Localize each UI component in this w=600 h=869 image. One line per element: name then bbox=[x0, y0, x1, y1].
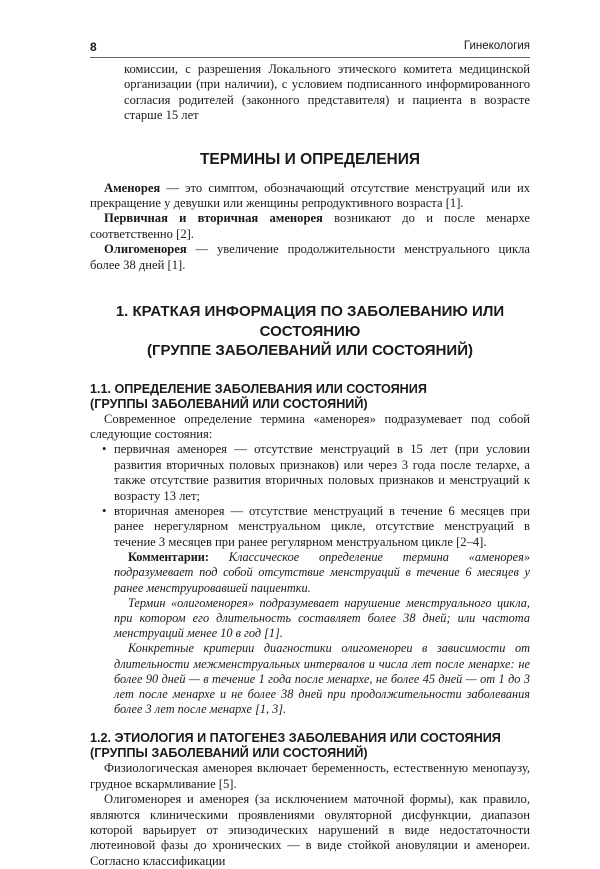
term-definition: возникают до и после менархе соответственно [2]. bbox=[90, 211, 530, 241]
comment-paragraph bbox=[114, 550, 530, 596]
term-definition: — увеличение продолжительности менструального цикла более 38 дней [1]. bbox=[90, 242, 530, 272]
comments-block bbox=[90, 550, 530, 717]
section-1-2-paragraph: Физиологическая аменорея включает беременность, естественную менопаузу, грудное вскармливание [5]. bbox=[90, 761, 530, 791]
comment-paragraph: Термин «олигоменорея» подразумевает нарушение менструального цикла, при котором его длительность составляет более 38 дней; или частота менструаций менее 10 в год [1]. bbox=[114, 595, 530, 641]
definition-list bbox=[90, 442, 530, 550]
list-item-text: вторичная аменорея — отсутствие менструаций в течение 6 месяцев при ранее нерегулярном менструальном цикле, отсутствие менструаций в течение 3 месяцев при ранее регулярном менструальном цикле [2–4]. bbox=[114, 504, 530, 549]
term-label: Олигоменорея bbox=[104, 242, 187, 257]
header-rule bbox=[90, 57, 530, 58]
list-item-text: первичная аменорея — отсутствие менструаций в 15 лет (при условии развития вторичных половых признаков) или через 3 года после телархе, а также отсутствие развития вторичных половых признаков и менструаций к возрасту 13 лет; bbox=[114, 442, 530, 503]
page-body bbox=[90, 62, 530, 869]
chapter-1-title bbox=[90, 302, 530, 361]
list-item bbox=[90, 504, 530, 550]
bullet-icon: • bbox=[102, 504, 107, 518]
terms-title: ТЕРМИНЫ И ОПРЕДЕЛЕНИЯ bbox=[199, 150, 421, 168]
page-number: 8 bbox=[90, 40, 97, 54]
running-head: Гинекология bbox=[463, 40, 530, 52]
comment-paragraph: Конкретные критерии диагностики олигоменореи в зависимости от длительности межменструальных интервалов и числа лет после менархе: не более 90 дней — в течение 1 года после менархе, не более 45 дней — от 1 до 3 лет после менархе и не более 38 дней при продолжительности заболевания более 3 лет после менархе [1, 3]. bbox=[114, 641, 530, 717]
term-label: Аменорея bbox=[104, 180, 161, 195]
term-amenorrhea bbox=[90, 181, 530, 212]
chapter-1-title-line: (ГРУППЕ ЗАБОЛЕВАНИЙ ИЛИ СОСТОЯНИЙ) bbox=[147, 342, 473, 360]
comment-label: Комментарии: bbox=[128, 550, 209, 565]
section-1-1-title bbox=[90, 382, 530, 412]
section-1-2-paragraph: Олигоменорея и аменорея (за исключением маточной формы), как правило, являются клиническими проявлениями овуляторной дисфункции, диапазон которой варьирует от эпизодических нарушений в виде недостаточности лютеиновой фазы до хронических — в виде стойкой ановуляции и аменореи. Согласно классификации bbox=[90, 792, 530, 868]
page-header bbox=[90, 38, 530, 58]
intro-paragraph: комиссии, с разрешения Локального этического комитета медицинской организации (при наличии), с условием подписанного информированного согласия родителей (законного представителя) и пациента в возрасте старше 15 лет bbox=[124, 62, 530, 123]
section-title-line: 1.1. ОПРЕДЕЛЕНИЕ ЗАБОЛЕВАНИЯ ИЛИ СОСТОЯНИЯ bbox=[90, 381, 427, 396]
section-title-line: (ГРУППЫ ЗАБОЛЕВАНИЙ ИЛИ СОСТОЯНИЙ) bbox=[90, 396, 368, 411]
term-primary-secondary bbox=[90, 211, 530, 242]
term-definition: — это симптом, обозначающий отсутствие менструаций или их прекращение у девушки или женщины репродуктивного возраста [1]. bbox=[90, 180, 530, 211]
list-item bbox=[90, 442, 530, 504]
comment-text: Классическое определение термина «аменорея» подразумевает под собой отсутствие менструаций в течение 6 месяцев у ранее менструировавшей пациентки. bbox=[114, 550, 530, 595]
section-title-line: 1.2. ЭТИОЛОГИЯ И ПАТОГЕНЕЗ ЗАБОЛЕВАНИЯ ИЛИ СОСТОЯНИЯ bbox=[90, 731, 501, 746]
chapter-1-title-line: 1. КРАТКАЯ ИНФОРМАЦИЯ ПО ЗАБОЛЕВАНИЮ ИЛИ СОСТОЯНИЮ bbox=[115, 303, 505, 340]
term-label: Первичная и вторичная аменорея bbox=[104, 211, 323, 226]
section-1-1-lead: Современное определение термина «аменорея» подразумевает под собой следующие состояния: bbox=[90, 411, 530, 441]
section-title-line: (ГРУППЫ ЗАБОЛЕВАНИЙ ИЛИ СОСТОЯНИЙ) bbox=[90, 746, 368, 761]
term-oligomenorrhea bbox=[90, 242, 530, 273]
section-1-2-title bbox=[90, 731, 530, 761]
bullet-icon: • bbox=[102, 442, 107, 457]
